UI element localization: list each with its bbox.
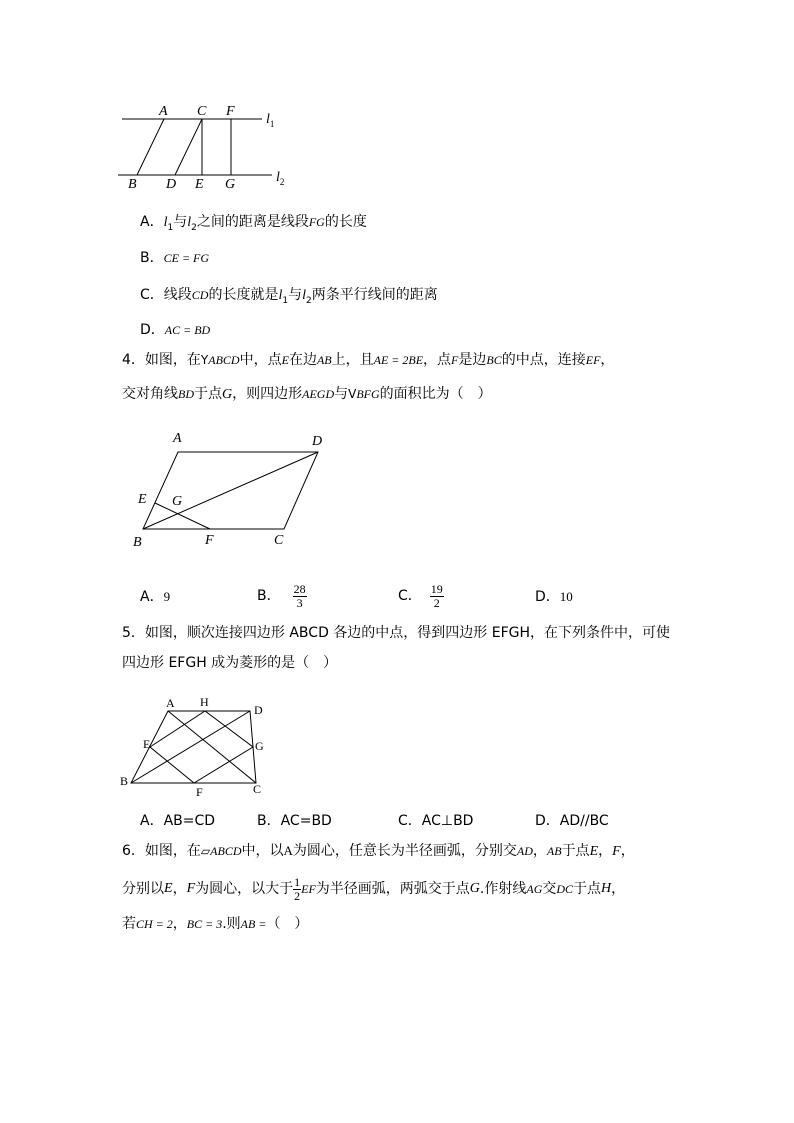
q6-question-line1: 6．如图，在▱ABCD中，以A为圆心，任意长为半径画弧，分别交AD，AB于点E，F， — [122, 843, 635, 859]
q4-label-a: A — [173, 431, 182, 446]
q3-option-b[interactable]: B．CE = FG — [140, 250, 210, 266]
q5-label-a: A — [166, 696, 175, 710]
q5-option-d[interactable]: D．AD//BC — [535, 813, 609, 829]
q6-question-line2: 分别以 E ， F 为圆心，以大于 $\frac{1}{2}$ EF 为半径画弧，两弧交于点 G .作射线 AG 交 DC 于点 H ， — [122, 874, 626, 903]
q4-label-f: F — [205, 533, 214, 548]
q4-option-c-fraction: $\frac{19}{2}$ — [430, 581, 443, 610]
fig1-label-b: B — [128, 177, 137, 192]
q4-question-line1: 4．如图，在YABCD中，点E在边AB上，且AE = 2BE，点F是边BC的中点，连接EF， — [122, 352, 615, 368]
q4-question-line2: 交对角线BD于点G，则四边形AEGD与VBFG的面积比为（ ） — [122, 386, 492, 402]
q4-option-b-fraction: $\frac{28}{3}$ — [293, 581, 306, 610]
q4-option-a[interactable]: A．9 — [140, 589, 171, 605]
q3-option-c[interactable]: C．线段CD的长度就是$l_1$与$l_2$两条平行线间的距离 — [140, 287, 438, 306]
q4-label-g: G — [172, 494, 183, 509]
fig1-label-f: F — [226, 104, 235, 119]
q5-question-line1: 5．如图，顺次连接四边形 ABCD 各边的中点，得到四边形 EFGH，在下列条件中，可使 — [122, 625, 671, 641]
q3-option-a[interactable]: A．$l_1$与$l_2$之间的距离是线段FG的长度 — [140, 214, 367, 233]
q4-option-b[interactable]: B． $\frac{28}{3}$ — [257, 581, 306, 610]
q5-question-line2: 四边形 EFGH 成为菱形的是（ ） — [122, 655, 338, 671]
q5-label-g: G — [255, 739, 264, 753]
q5-option-a[interactable]: A．AB=CD — [140, 813, 216, 829]
q4-label-d: D — [312, 434, 323, 449]
fig1-label-d: D — [166, 177, 177, 192]
fig1-label-e: E — [195, 177, 204, 192]
q5-label-c: C — [253, 782, 262, 796]
q5-label-d: D — [254, 703, 263, 717]
q5-option-b[interactable]: B．AC=BD — [257, 813, 332, 829]
fig1-label-g: G — [225, 177, 236, 192]
q4-option-d[interactable]: D．10 — [535, 589, 573, 605]
q5-label-h: H — [200, 695, 209, 709]
q4-option-c[interactable]: C． $\frac{19}{2}$ — [398, 581, 443, 610]
q4-label-b: B — [133, 535, 142, 550]
q6-fraction-half: $\frac{1}{2}$ — [294, 874, 301, 903]
q3-option-d[interactable]: D．AC = BD — [140, 322, 211, 338]
q4-label-e: E — [138, 492, 147, 507]
q5-label-f: F — [196, 785, 203, 799]
q4-label-c: C — [274, 533, 284, 548]
fig1-label-l2: $l_2$ — [276, 170, 285, 187]
q5-option-c[interactable]: C．AC⊥BD — [398, 813, 474, 829]
fig1-label-a: A — [159, 104, 168, 119]
q6-question-line3: 若CH = 2，BC = 3.则AB =（ ） — [122, 916, 309, 932]
quadrilateral-efgh — [150, 711, 253, 783]
fig1-label-c: C — [197, 104, 207, 119]
fig1-label-l1: $l_1$ — [266, 112, 275, 129]
q5-label-b: B — [120, 774, 129, 788]
q5-label-e: E — [143, 737, 151, 751]
